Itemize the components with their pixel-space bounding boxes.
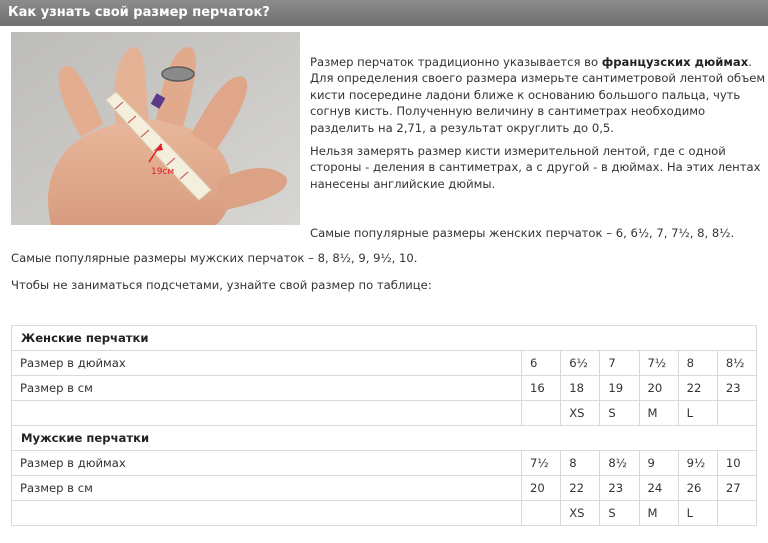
table-cell: 18: [561, 376, 600, 401]
table-cell: 7½: [522, 451, 561, 476]
row-label: Размер в см: [12, 376, 522, 401]
table-row: [12, 476, 757, 501]
row-label: Размер в дюймах: [12, 451, 522, 476]
table-cell: 23: [600, 476, 639, 501]
table-cell: [522, 501, 561, 526]
table-cell: 8: [678, 351, 717, 376]
table-cell: [717, 501, 756, 526]
row-label: [12, 501, 522, 526]
table-cell: 8½: [600, 451, 639, 476]
table-cell: 16: [522, 376, 561, 401]
women-section-title: Женские перчатки: [12, 326, 757, 351]
women-section-header: [12, 326, 757, 351]
warning-paragraph: Нельзя замерять размер кисти измерительной лентой, где с одной стороны - деления в сантиметрах, а с другой - в дюймах. На этих лентах нанесены английские дюймы.: [310, 144, 761, 191]
french-inches-emphasis: французских дюймах: [601, 55, 749, 69]
table-cell: 20: [639, 376, 678, 401]
table-cell: L: [678, 401, 717, 426]
table-cell: 23: [717, 376, 756, 401]
hand-measuring-photo: [11, 32, 300, 225]
table-row: [12, 376, 757, 401]
row-label: [12, 401, 522, 426]
size-table: [11, 325, 757, 526]
table-cell: 7½: [639, 351, 678, 376]
table-cell: 10: [717, 451, 756, 476]
table-row: [12, 401, 757, 426]
page-title: Как узнать свой размер перчаток?: [0, 0, 768, 26]
table-row: [12, 351, 757, 376]
table-cell: 8: [561, 451, 600, 476]
table-cell: S: [600, 401, 639, 426]
table-cell: 9½: [678, 451, 717, 476]
row-label: Размер в см: [12, 476, 522, 501]
men-section-title: Мужские перчатки: [12, 426, 757, 451]
table-cell: S: [600, 501, 639, 526]
tape-label: 19см: [151, 167, 175, 177]
table-cell: 6: [522, 351, 561, 376]
table-cell: 8½: [717, 351, 756, 376]
table-cell: XS: [561, 401, 600, 426]
table-cell: 19: [600, 376, 639, 401]
table-cell: 22: [561, 476, 600, 501]
table-cell: [522, 401, 561, 426]
men-section-header: [12, 426, 757, 451]
table-cell: 27: [717, 476, 756, 501]
table-cell: 22: [678, 376, 717, 401]
intro-paragraph: Размер перчаток традиционно указывается во французских дюймах. Для определения своего размера измерьте сантиметровой лентой объем кисти посередине ладони ближе к основанию большого пальца, чуть согнув кисть. Полученную величину в сантиметрах необходимо разделить на 2,71, а результат округлить до 0,5.: [310, 55, 766, 135]
table-intro: Чтобы не заниматься подсчетами, узнайте свой размер по таблице:: [11, 278, 432, 292]
table-cell: 7: [600, 351, 639, 376]
table-cell: M: [639, 401, 678, 426]
table-cell: 20: [522, 476, 561, 501]
table-cell: 9: [639, 451, 678, 476]
table-cell: XS: [561, 501, 600, 526]
table-row: [12, 451, 757, 476]
table-row: [12, 501, 757, 526]
table-cell: L: [678, 501, 717, 526]
table-cell: 6½: [561, 351, 600, 376]
table-cell: 24: [639, 476, 678, 501]
table-cell: 26: [678, 476, 717, 501]
women-popular-sizes: Самые популярные размеры женских перчаток – 6, 6½, 7, 7½, 8, 8½.: [310, 226, 735, 240]
table-cell: [717, 401, 756, 426]
row-label: Размер в дюймах: [12, 351, 522, 376]
men-popular-sizes: Самые популярные размеры мужских перчаток – 8, 8½, 9, 9½, 10.: [11, 251, 418, 265]
table-cell: M: [639, 501, 678, 526]
